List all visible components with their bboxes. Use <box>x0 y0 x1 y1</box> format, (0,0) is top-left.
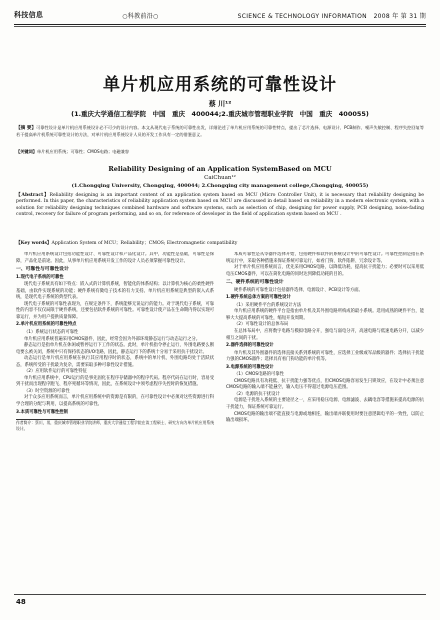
body-paragraph: 电源是干扰进入系统的主要途径之一，应采用稳压电源、电源滤波、去耦电容等措施来提高电源的抗干扰能力，保证系统可靠运行。 <box>226 398 424 411</box>
subsection-heading: 1.硬件系统总体方案的可靠性设计 <box>226 295 291 301</box>
body-paragraph: 对于单片机应用系统而言，优先采用CMOS电路，以降低功耗、提高抗干扰能力；必要时可以采用低电压CMOS器件，可以在简化电路的同时达到降低功耗的目的。 <box>226 265 424 277</box>
body-paragraph: 单片机应用系统设计包括功能性设计、可靠性设计和产品化设计。其中，功能性是基础，可靠性是保障，产品化是前途。因此，从事单片机应用系统开发工作的设计人员必须掌握可靠性设计。 <box>16 252 214 264</box>
body-paragraph: （1）系统运行状态的可靠性 <box>24 330 79 336</box>
running-header <box>14 8 426 22</box>
abstract-cn-label: 【摘 要】 <box>16 126 37 131</box>
author-line: 蔡 川¹² <box>208 100 232 108</box>
body-paragraph: 单片机及其外围器件的选择直接关系到系统的可靠性，应选择工业级或军品级的器件；选择抗干扰能力强的CMOS器件；选择具有看门狗功能的单片机等。 <box>226 350 424 363</box>
section-name: ○科教前沿○ <box>122 12 159 20</box>
journal-name: 科技信息 <box>14 11 44 19</box>
body-paragraph: 单片机应用系统的硬件平台是指由单片机及其外围电路所构成的最小系统。选用成熟的硬件平台，能够大大提高系统的可靠性，缩短开发周期。 <box>226 309 424 321</box>
subsection-heading: 1.现代电子系统的可靠性 <box>16 274 64 280</box>
body-paragraph: 单片机应用系统普遍采用CMOS器件，因此，经常会因为外部环境静态运行与动态运行之分。 <box>24 336 201 342</box>
body-paragraph: （2）可靠性设计的总体布局 <box>234 322 289 328</box>
section-heading: 二、硬件系统的可靠性设计 <box>226 279 284 285</box>
body-column-right <box>226 252 424 590</box>
affiliation-line: (1.重庆大学通信工程学院 中国 重庆 400044;2.重庆城市管理职业学院 中国 重庆 400055) <box>71 110 369 118</box>
subsection-heading: 3.本质可靠性与可靠性控制 <box>16 409 68 415</box>
abstract-chinese <box>16 125 424 138</box>
footer-rule <box>14 594 426 595</box>
english-author: CaiChuan¹² <box>204 175 236 181</box>
body-paragraph: （1）CMOS电路的可靠性 <box>234 372 284 378</box>
body-paragraph: （3）时空资源的可靠性 <box>24 388 70 394</box>
english-affiliation: (1.Chongqing University, Chongqing, 400044; 2.Chongqing city management college,Chongqing, 400055) <box>71 183 369 189</box>
body-paragraph: 单片机应用系统中，CPU运行的是事先固化在程序存储器中的程序代码。程序代码在运行时，容易受到干扰而出现程序跑飞、程序死循环等情况，因此，在系统设计中须考虑程序失控时的恢复措施。 <box>16 375 214 388</box>
keywords-en-text: Application System of MCU；Reliability；CMOS; Electromagnetic compatibility <box>51 241 238 246</box>
abstract-en-label: 【Abstract】 <box>16 193 50 198</box>
keywords-cn-text: 单片机应用系统；可靠性；CMOS电路；电磁兼容 <box>36 149 130 154</box>
section-heading: 一、可靠性与可靠性设计 <box>16 266 69 272</box>
journal-english-name: SCIENCE & TECHNOLOGY INFORMATION <box>237 12 367 20</box>
body-paragraph: 对于众多应用系统而言，单片机应用系统中的资源是有限的，在可靠性设计中必须对这些资源进行科学合理的分配与利用，以提高系统的可靠性。 <box>16 395 214 408</box>
abstract-english <box>16 193 424 218</box>
abstract-en-text: Reliability designing is an important content of an application system based on MCU (Micro Controller Unit), it is necessary that reliability designing be performed. In this paper, the characteristics of reliability application system based on MCU are discussed in detail based on reliability in a modern electronic system, with a solution for reliability designing techniques combined hardware and software systems, such as selection of chip, designing for power supply, PCB designing, noise-fading control, recovery for failure of program performing, and so on, for reference of developer in the field of application system based on MCU . <box>16 193 424 217</box>
body-column-left <box>16 252 214 590</box>
author-footnote: 作者简介：蔡川，男，重庆城市管理职业学院讲师，重庆大学通信工程学院在读工程硕士，研究方向为单片机应用系统设计。 <box>16 420 214 431</box>
abstract-cn-text: 可靠性设计是单片机应用系统设计必不可少的设计内容。本文从现代电子系统的可靠性出发，详细论述了单片机应用系统的可靠性特点，提出了芯片选择、电源设计、PCB制作、噪声失敏控制、程序失控回复等若干提高单片机系统可靠性设计的方法，对单片机应用系统设计人员的开发工作具有一定的借鉴意义。 <box>16 125 424 138</box>
body-paragraph: （1）采用硬件平台的系统设计方法 <box>234 302 302 308</box>
body-paragraph: CMOS电路的输出端不能直接与电源或地相连，输出端并联使用时要注意逻辑电平的一致性，以防止输出端损坏。 <box>226 411 424 424</box>
subsection-heading: 2.器件选择的可靠性设计 <box>226 343 274 349</box>
body-paragraph: （2）电源的抗干扰设计 <box>234 391 280 397</box>
body-columns <box>16 252 424 590</box>
english-title: Reliability Designing of an Application SystemBased on MCU <box>108 165 332 173</box>
keywords-cn-label: 【关键词】 <box>16 149 37 154</box>
paper-title: 单片机应用系统的可靠性设计 <box>103 75 337 95</box>
keywords-chinese <box>16 149 424 155</box>
keywords-en-label: 【Key words】 <box>16 241 52 246</box>
body-paragraph: 现代电子系统的可靠性表现为，在规定条件下，系统能够无误运行的能力。对于现代电子系统，可靠性的内容不仅仅局限于硬件系统，还要包括软件系统的可靠性。可靠性设计使产品在生命期内得以实现可靠运行，并为用户提供质量保障。 <box>16 301 214 320</box>
page-number: 48 <box>16 598 26 606</box>
issue-number: 2008 年 第 31 期 <box>373 12 426 20</box>
body-paragraph: 硬件系统的可靠性设计包括器件选择、电源设计、PCB设计等方面。 <box>234 287 363 293</box>
body-paragraph: 现代电子系统具有如下特点：嵌入式的计算机系统，智能化的体系结构；以计算机为核心的柔性硬件基础，由软件实现系统的功能；硬件系统有微电子技术的有力支持。单片机应用系统是典型的嵌入式系统，是现代电子系统的典型代表。 <box>16 282 214 301</box>
header-rule <box>14 24 426 25</box>
issue-info <box>238 11 426 20</box>
body-paragraph: 本质可靠性是从零器件选择开始，包括硬件和软件的系统设计中的可靠性设计。可靠性控制是指在系统运行中，采取各种措施来保证系统可靠运行，如看门狗、软件陷阱、冗余设计等。 <box>226 252 424 264</box>
body-paragraph: 动态运行是单片机应用系统在执行其应用程序时的状态，系统中的单片机、外围电路均处于活跃状态，系统所受的干扰最为复杂，需要采取多种可靠性设计措施。 <box>16 356 214 368</box>
body-paragraph: （2）应用软件运行的可靠性特征 <box>24 369 87 375</box>
body-paragraph: CMOS电路具有功耗低、抗干扰能力强等优点，但CMOS电路容易发生闩锁效应，在设计中必须注意CMOS电路的输入端不能悬空，输入电压不得超过电源电压范围。 <box>226 378 424 391</box>
subsection-heading: 2.单片机应用系统的可靠性特点 <box>16 322 77 328</box>
keywords-english <box>16 240 424 246</box>
body-paragraph: 在总体布局中，应将数字电路与模拟电路分开，强电与弱电分开，高速电路与低速电路分开，以减少相互之间的干扰。 <box>226 329 424 341</box>
body-paragraph: 静态运行是指单片机在休闲或暂停运行下工作的状态。此时，单片机指令停止运行，外围电路要么断电要么被关闭，系统中只有保持状态的I/O电路，因此，静态运行下的系统十分易于采用抗干扰设计。 <box>16 343 214 355</box>
header-rule-thin <box>14 26 426 27</box>
subsection-heading: 3.电源系统的可靠性设计 <box>226 364 274 370</box>
